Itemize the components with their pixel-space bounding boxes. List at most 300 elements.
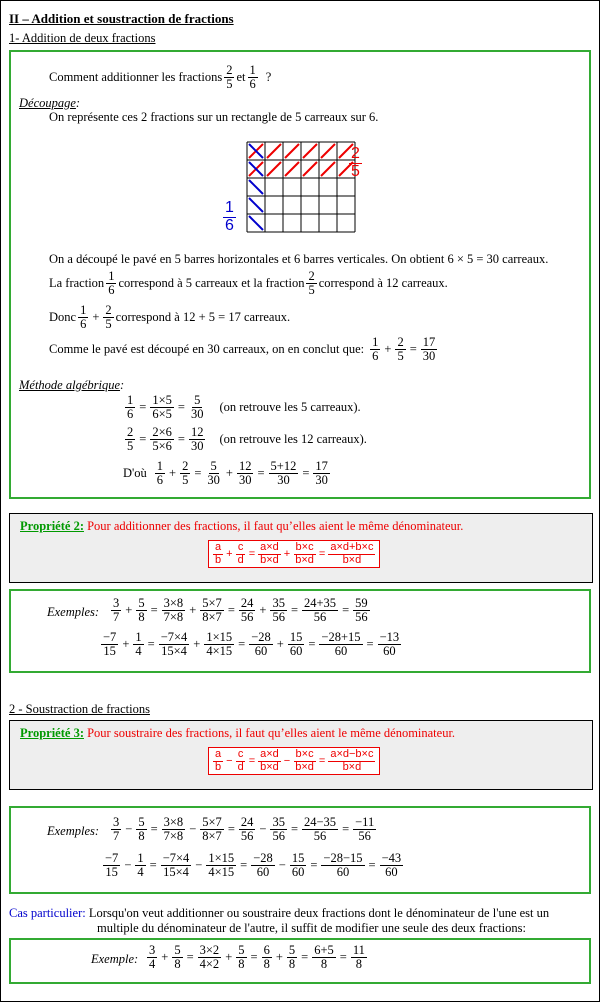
numerator: 17 [315, 459, 328, 473]
subtraction-examples-box [9, 806, 591, 894]
numerator: a [215, 748, 222, 760]
operator: = [302, 466, 310, 481]
algebra-line-1 [123, 394, 361, 421]
fraction [159, 631, 190, 658]
fraction [312, 944, 336, 971]
red-hatch-stroke [285, 162, 299, 176]
denominator: 6 [108, 283, 115, 298]
denominator: 8 [355, 957, 362, 972]
property-2-title: Propriété 2: [20, 519, 84, 533]
red-hatch-stroke [267, 144, 281, 158]
example-sub-1 [109, 816, 378, 843]
numerator: 17 [422, 335, 436, 349]
operator: − [125, 822, 133, 837]
addition-examples-box [9, 589, 591, 673]
denominator: 8 [320, 957, 328, 972]
denominator: b×d [342, 553, 362, 566]
operator: = [250, 950, 258, 965]
question-and: et [236, 70, 246, 85]
denominator: b×d [295, 553, 314, 566]
special-case-example [145, 944, 369, 971]
fraction [353, 597, 370, 624]
denominator: 56 [313, 610, 327, 625]
denominator: 60 [254, 644, 268, 659]
operator: = [310, 858, 318, 873]
fraction [321, 852, 364, 879]
fraction [135, 852, 145, 879]
operator: = [139, 400, 147, 415]
numerator: 1 [372, 335, 379, 349]
operator: = [177, 400, 185, 415]
numerator: 24−35 [304, 815, 337, 829]
denominator: 5×6 [152, 439, 172, 454]
operator: + [275, 950, 283, 965]
numerator: 3×8 [163, 815, 184, 829]
denominator: b [215, 760, 222, 773]
numerator: 59 [355, 596, 368, 610]
numerator: 35 [272, 815, 285, 829]
numerator: 5×7 [202, 815, 222, 829]
numerator: −13 [379, 630, 400, 644]
property-2-box [9, 513, 593, 583]
fraction [133, 631, 143, 658]
fraction [224, 64, 234, 91]
fraction [111, 597, 121, 624]
numerator: 1×15 [208, 851, 235, 865]
denominator: 30 [190, 407, 204, 422]
methode-label: Méthode algébrique [19, 378, 121, 392]
numerator: a×d [260, 541, 279, 553]
algebra-result [123, 460, 332, 487]
denominator: 6 [156, 473, 164, 488]
denominator: 8 [238, 957, 245, 972]
denominator: 8 [138, 610, 145, 625]
denominator: 8 [174, 957, 181, 972]
blue-hatch-stroke [249, 216, 263, 230]
addition-formula [208, 540, 380, 568]
fraction [288, 631, 305, 658]
denominator: 8×7 [202, 610, 222, 625]
text: correspond à 5 carreaux et la fraction [118, 276, 305, 291]
denominator: 15×4 [161, 644, 187, 659]
numerator: 5 [174, 943, 181, 957]
red-hatch-stroke [321, 144, 335, 158]
numerator: 5 [138, 596, 145, 610]
denominator: 8 [263, 957, 270, 972]
operator: − [195, 858, 203, 873]
numerator: 3 [149, 943, 156, 957]
denominator: 30 [422, 349, 436, 364]
fraction [262, 944, 272, 971]
numerator: 2 [182, 459, 189, 473]
denominator: b [215, 553, 222, 566]
operator: + [169, 466, 177, 481]
denominator: 6×5 [152, 407, 172, 422]
red-hatch-stroke [303, 144, 317, 158]
numerator: 1 [249, 63, 256, 77]
fraction [172, 944, 182, 971]
numerator: 24 [240, 596, 254, 610]
red-hatch-stroke [321, 162, 335, 176]
denominator: 56 [272, 610, 285, 625]
examples-label: Exemples: [47, 605, 100, 619]
numerator: −28+15 [321, 630, 361, 644]
operator: = [308, 637, 316, 652]
numerator: 11 [352, 943, 365, 957]
operator: = [227, 603, 235, 618]
denominator: 5 [308, 283, 315, 298]
operator: − [189, 822, 197, 837]
methode-heading [19, 378, 124, 393]
denominator: b×d [295, 760, 314, 773]
grid-label-red [347, 146, 364, 181]
text: correspond à 12 carreaux. [318, 276, 448, 291]
conclusion-line [49, 336, 439, 363]
decoupage-label: Découpage [19, 96, 76, 110]
operator: + [225, 466, 233, 481]
denominator: 30 [238, 473, 252, 488]
denominator: 60 [385, 865, 398, 880]
fraction [351, 944, 367, 971]
numerator: −28 [253, 851, 273, 865]
operator: = [149, 858, 157, 873]
numerator: 3 [113, 815, 120, 829]
numerator: −43 [381, 851, 402, 865]
numerator: 1 [135, 630, 142, 644]
text: La fraction [49, 276, 105, 291]
numerator: 2 [308, 269, 315, 283]
numerator: 1 [108, 269, 115, 283]
operator: = [290, 603, 298, 618]
numerator: −28 [251, 630, 271, 644]
fraction [136, 816, 146, 843]
donc-line [49, 304, 290, 331]
fraction [239, 597, 256, 624]
denominator: 7×8 [163, 829, 184, 844]
operator: − [283, 755, 291, 768]
denominator: 30 [315, 473, 328, 488]
operator: = [248, 548, 256, 561]
property-2-text: Pour additionner des fractions, il faut qu’elles aient le même dénominateur. [87, 519, 464, 533]
numerator: −7×4 [162, 851, 190, 865]
red-hatch-stroke [285, 144, 299, 158]
question-line [49, 64, 271, 91]
operator: = [238, 637, 246, 652]
denominator: 30 [190, 439, 204, 454]
addition-example-box [9, 50, 591, 499]
fraction [239, 816, 256, 843]
numerator: 5 [194, 393, 201, 407]
fraction [200, 816, 224, 843]
denominator: 6 [225, 216, 234, 234]
fraction [204, 631, 234, 658]
numerator: 3 [113, 596, 120, 610]
denominator: 56 [272, 829, 285, 844]
example-add-2 [99, 631, 403, 658]
denominator: 56 [358, 829, 371, 844]
section-title: II – Addition et soustraction de fractions [9, 11, 234, 26]
denominator: 4×15 [208, 865, 235, 880]
operator: = [150, 822, 158, 837]
numerator: 2 [127, 425, 134, 439]
operator: = [194, 466, 202, 481]
denominator: 30 [277, 473, 290, 488]
special-case-example-box [9, 938, 591, 984]
denominator: 8×7 [202, 829, 222, 844]
numerator: c [237, 748, 244, 760]
numerator: 1×5 [152, 393, 172, 407]
property-3-statement [20, 726, 455, 741]
numerator: c [237, 541, 244, 553]
numerator: −7×4 [160, 630, 188, 644]
blue-hatch-stroke [249, 180, 263, 194]
operator: = [366, 637, 374, 652]
operator: − [124, 858, 132, 873]
fraction [162, 816, 186, 843]
numerator: 1 [225, 199, 234, 216]
numerator: 5+12 [270, 459, 297, 473]
operator: = [248, 755, 256, 768]
fraction [198, 944, 222, 971]
numerator: 5 [288, 943, 296, 957]
example-add-1 [109, 597, 372, 624]
fraction [103, 852, 120, 879]
fraction [162, 597, 186, 624]
fraction [353, 816, 376, 843]
fraction [380, 852, 404, 879]
property-3-box [9, 720, 593, 790]
text: Donc [49, 310, 77, 325]
fraction [111, 816, 121, 843]
denominator: 60 [256, 865, 270, 880]
subsection-title-addition: 1- Addition de deux fractions [9, 31, 156, 45]
numerator: 3×2 [199, 943, 220, 957]
decoupe-line: On a découpé le pavé en 5 barres horizontales et 6 barres verticales. On obtient 6 × 5 = 30 carreaux. [49, 252, 549, 266]
colon: : [120, 378, 125, 392]
numerator: 1 [80, 303, 87, 317]
numerator: 1×15 [206, 630, 233, 644]
denominator: 60 [334, 644, 348, 659]
denominator: 7 [113, 610, 120, 625]
operator: = [301, 950, 309, 965]
denominator: 60 [383, 644, 396, 659]
denominator: 7 [113, 829, 120, 844]
numerator: 6 [263, 943, 270, 957]
numerator: 1 [137, 851, 144, 865]
fraction [136, 597, 146, 624]
numerator: 24+35 [304, 596, 337, 610]
text: correspond à 12 + 5 = 17 carreaux. [115, 310, 291, 325]
numerator: 1 [156, 459, 164, 473]
denominator: 4 [149, 957, 156, 972]
property-3-text: Pour soustraire des fractions, il faut qu’elles aient le même dénominateur. [87, 726, 456, 740]
grid-label-blue [221, 200, 238, 235]
denominator: 4×15 [206, 644, 233, 659]
operator: = [290, 822, 298, 837]
numerator: 12 [190, 425, 204, 439]
numerator: a×d−b×c [330, 748, 374, 760]
property-2-statement [20, 519, 463, 534]
numerator: −28−15 [323, 851, 363, 865]
operator: = [318, 755, 326, 768]
denominator: 56 [355, 610, 368, 625]
text: D'où [123, 466, 147, 481]
special-case-line-1 [9, 906, 549, 921]
algebra-line-2 [123, 426, 367, 453]
fraction [302, 816, 338, 843]
operator: = [186, 950, 194, 965]
numerator: a×d [260, 748, 279, 760]
text: Comme le pavé est découpé en 30 carreaux, on en conclut que: [49, 342, 365, 357]
numerator: −7 [105, 851, 119, 865]
numerator: 3×8 [163, 596, 184, 610]
denominator: 6 [80, 317, 87, 332]
denominator: 6 [249, 77, 256, 92]
fraction [236, 944, 246, 971]
fraction [248, 64, 258, 91]
blue-hatch-stroke [249, 198, 263, 212]
denominator: 56 [313, 829, 327, 844]
denominator: d [237, 760, 244, 773]
special-case-line-2: multiple du dénominateur de l'autre, il suffit de modifier une seule des deux fractions: [97, 921, 526, 935]
denominator: 7×8 [163, 610, 184, 625]
question-text: Comment additionner les fractions [49, 70, 223, 85]
numerator: 6+5 [314, 943, 334, 957]
operator: = [342, 822, 350, 837]
colon: : [75, 96, 81, 110]
denominator: 6 [127, 407, 134, 422]
fraction [287, 944, 297, 971]
operator: = [240, 858, 248, 873]
operator: = [227, 822, 235, 837]
numerator: 15 [291, 851, 305, 865]
denominator: d [237, 553, 244, 566]
property-3-title: Propriété 3: [20, 726, 84, 740]
denominator: 8 [288, 957, 296, 972]
denominator: b×d [260, 760, 279, 773]
denominator: 5 [182, 473, 189, 488]
numerator: a×d+b×c [330, 541, 374, 553]
numerator: 2 [351, 145, 360, 162]
fraction [270, 816, 287, 843]
fraction [101, 631, 118, 658]
fraction [319, 631, 362, 658]
fraction [206, 852, 236, 879]
operator: + [122, 637, 130, 652]
operator: = [257, 466, 265, 481]
operator: + [283, 548, 291, 561]
red-hatch-stroke [303, 162, 317, 176]
fraction [249, 631, 273, 658]
numerator: 2×6 [152, 425, 172, 439]
operator: + [225, 950, 233, 965]
numerator: 24 [240, 815, 254, 829]
operator: − [226, 755, 233, 768]
fraction [378, 631, 402, 658]
denominator: 56 [240, 829, 254, 844]
numerator: 5 [238, 943, 245, 957]
fraction [200, 597, 224, 624]
numerator: 35 [272, 596, 285, 610]
operator: = [177, 432, 185, 447]
denominator: 4 [135, 644, 142, 659]
denominator: 60 [336, 865, 350, 880]
operator: + [189, 603, 197, 618]
decoupage-heading [19, 96, 80, 111]
grid-lines [247, 142, 355, 232]
operator: + [276, 637, 284, 652]
numerator: −7 [103, 630, 117, 644]
denominator: b×d [342, 760, 362, 773]
operator: + [125, 603, 133, 618]
numerator: a [215, 541, 222, 553]
operator: + [193, 637, 201, 652]
operator: = [139, 432, 147, 447]
operator: + [226, 548, 233, 561]
denominator: 5 [397, 349, 404, 364]
denominator: 4 [137, 865, 144, 880]
denominator: 5 [127, 439, 134, 454]
fraction [270, 597, 287, 624]
question-mark: ? [265, 70, 272, 85]
numerator: 2 [397, 335, 404, 349]
fraction [290, 852, 307, 879]
subsection-title-subtraction: 2 - Soustraction de fractions [9, 702, 150, 716]
denominator: 8 [138, 829, 145, 844]
operator: + [384, 342, 392, 357]
fraction [251, 852, 275, 879]
fraction [161, 852, 192, 879]
numerator: 1 [127, 393, 134, 407]
note: (on retrouve les 5 carreaux). [219, 400, 361, 415]
operator: = [342, 603, 350, 618]
denominator: 5 [351, 162, 360, 180]
examples-label: Exemples: [47, 824, 100, 838]
fraction [147, 944, 157, 971]
fraction [302, 597, 338, 624]
numerator: −11 [355, 815, 375, 829]
numerator: 12 [238, 459, 252, 473]
denominator: 60 [289, 644, 303, 659]
operator: = [147, 637, 155, 652]
denominator: 30 [207, 473, 220, 488]
red-hatch-stroke [267, 162, 281, 176]
denominator: 4×2 [199, 957, 220, 972]
denominator: 15 [105, 865, 118, 880]
operator: = [150, 603, 158, 618]
operator: − [259, 822, 267, 837]
correspond-line [49, 270, 448, 297]
numerator: b×c [295, 541, 314, 553]
denominator: b×d [260, 553, 279, 566]
operator: + [259, 603, 267, 618]
operator: = [409, 342, 417, 357]
numerator: 2 [226, 63, 233, 77]
operator: + [92, 310, 100, 325]
operator: + [161, 950, 169, 965]
example-label: Exemple: [91, 952, 139, 966]
denominator: 56 [240, 610, 254, 625]
denominator: 15 [103, 644, 116, 659]
operator: = [339, 950, 347, 965]
special-case-label: Cas particulier: [9, 906, 86, 920]
denominator: 60 [291, 865, 305, 880]
subtraction-formula [208, 747, 380, 775]
denominator: 6 [372, 349, 379, 364]
numerator: 2 [105, 303, 112, 317]
numerator: 5 [138, 815, 145, 829]
operator: = [368, 858, 376, 873]
